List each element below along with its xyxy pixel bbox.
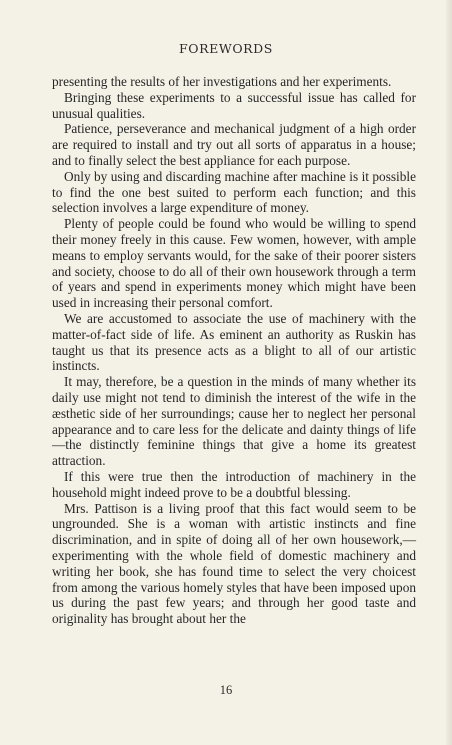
body-text (52, 74, 416, 627)
paragraph-8: If this were true then the introduction of machinery in the household might indeed prove to be a doubtful blessing. (52, 468, 416, 500)
paragraph-4: Only by using and discarding machine after machine is it possible to find the one best suited to perform each function; and this selection involves a large expenditure of money. (52, 168, 416, 216)
paragraph-9: Mrs. Pattison is a living proof that this fact would seem to be ungrounded. She is a woman with artistic instincts and fine discrimination, and in spite of doing all of her own housework,—experimenting with the whole field of domestic machinery and writing her book, she has found time to select the very choicest from among the various homely styles that have been imposed upon us during the past few years; and through her good taste and originality has brought about her the (52, 500, 416, 627)
paragraph-1: presenting the results of her investigations and her experiments. (52, 74, 392, 89)
paragraph-6: We are accustomed to associate the use of machinery with the matter-of-fact side of life. As eminent an authority as Ruskin has taught us that its presence acts as a blight to all of our artistic instincts. (52, 310, 416, 374)
running-header: FOREWORDS (179, 41, 273, 56)
page-edge-shadow (446, 0, 452, 745)
paragraph-2: Bringing these experiments to a successful issue has called for unusual qualities. (52, 89, 416, 121)
paragraph-7: It may, therefore, be a question in the minds of many whether its daily use might not tend to diminish the interest of the wife in the æsthetic side of her surroundings; cause her to neglect her personal appearance and to care less for the delicate and dainty things of life—the distinctly feminine things that give a home its greatest attraction. (52, 374, 416, 469)
paragraph-3: Patience, perseverance and mechanical judgment of a high order are required to install and try out all sorts of apparatus in a house; and to finally select the best appliance for each purpose. (52, 121, 416, 168)
paragraph-5: Plenty of people could be found who would be willing to spend their money freely in this cause. Few women, however, with ample means to employ servants would, for the sake of their poorer sisters and society, choose to do all of their own housework through a term of years and spend in experiments money which might have been used in increasing their personal comfort. (52, 216, 416, 311)
page-number: 16 (219, 683, 233, 697)
